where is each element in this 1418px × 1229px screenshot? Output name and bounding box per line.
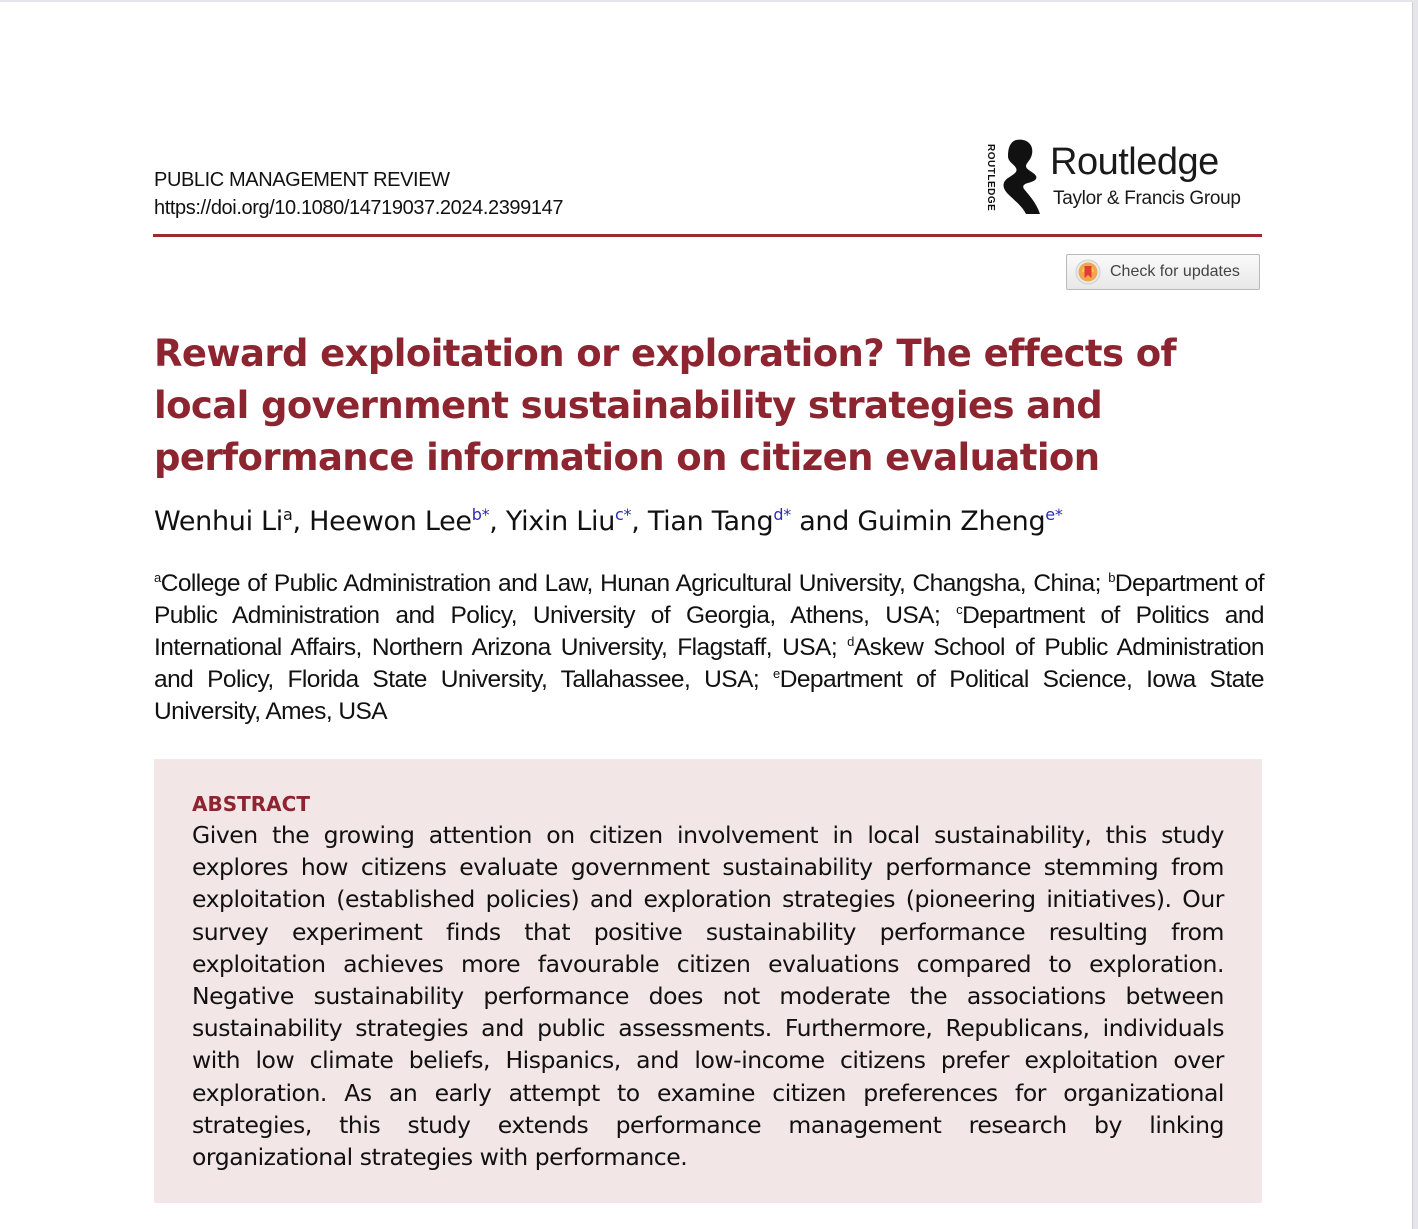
- abstract-heading: ABSTRACT: [192, 792, 310, 816]
- affiliation-text: Department of Political Science, Iowa State University, Ames, USA: [154, 666, 1264, 725]
- affiliations: [154, 568, 1264, 728]
- header-rule: [153, 234, 1262, 237]
- author-affiliation-mark[interactable]: a: [283, 505, 293, 524]
- publisher-group: Taylor & Francis Group: [1053, 188, 1241, 209]
- journal-name: PUBLIC MANAGEMENT REVIEW: [154, 169, 450, 191]
- check-for-updates-label: Check for updates: [1110, 263, 1240, 280]
- doi-link[interactable]: https://doi.org/10.1080/14719037.2024.2399147: [154, 197, 564, 219]
- logo-vertical-text: ROUTLEDGE: [985, 144, 996, 212]
- author-affiliation-mark[interactable]: e*: [1045, 505, 1063, 524]
- routledge-head-icon: [996, 136, 1042, 218]
- affiliation-text: College of Public Administration and Law, Hunan Agricultural University, Changsha, China;: [160, 570, 1109, 597]
- author-affiliation-mark[interactable]: b*: [471, 505, 490, 524]
- author-name[interactable]: Heewon Lee: [309, 506, 472, 537]
- author-name[interactable]: Yixin Liu: [505, 506, 616, 537]
- abstract-box: [154, 759, 1262, 1203]
- author-name[interactable]: Wenhui Li: [154, 506, 283, 537]
- article-title: Reward exploitation or exploration? The effects of local government sustainability strategies and performance information on citizen evaluation: [154, 332, 1177, 479]
- affiliation-mark: e: [773, 666, 780, 681]
- author-list: Wenhui Li$^a$, Heewon Lee$^{b*}$, Yixin Liu$^{c*}$, Tian Tang$^{d*}$ and Guimin Zheng$^{e*}$: [154, 505, 1063, 537]
- author-affiliation-mark[interactable]: d*: [773, 505, 791, 524]
- affiliation-mark: d: [847, 634, 854, 649]
- affiliation-text: Department of Public Administration and Policy, University of Georgia, Athens, USA;: [154, 570, 1265, 629]
- crossmark-icon: [1075, 259, 1101, 285]
- publisher-name: Routledge: [1050, 141, 1219, 183]
- affiliation-text: Department of Politics and International Affairs, Northern Arizona University, Flagstaff, USA;: [154, 602, 1265, 661]
- document-page: [0, 2, 1413, 1229]
- affiliation-text: Askew School of Public Administration and Policy, Florida State University, Tallahassee, USA;: [154, 634, 1264, 693]
- affiliation-mark: b: [1108, 570, 1115, 585]
- affiliation-mark: a: [154, 570, 161, 585]
- author-name[interactable]: Tian Tang: [647, 506, 774, 537]
- affiliation-mark: c: [956, 602, 963, 617]
- journal-header: [154, 166, 563, 222]
- routledge-logo: [982, 136, 1272, 220]
- author-affiliation-mark[interactable]: c*: [615, 505, 632, 524]
- author-name[interactable]: Guimin Zheng: [857, 506, 1046, 537]
- abstract-text: Given the growing attention on citizen involvement in local sustainability, this study explores how citizens evaluate government sustainability performance stemming from exploitation (established policies) and exploration strategies (pioneering initiatives). Our survey experiment finds that positive sustainability performance resulting from exploitation achieves more favourable citizen evaluations compared to exploration. Negative sustainability performance does not moderate the associations between sustainability strategies and public assessments. Furthermore, Republicans, individuals with low climate beliefs, Hispanics, and low-income citizens prefer exploitation over exploration. As an early attempt to examine citizen preferences for organizational strategies, this study extends performance management research by linking organizational strategies with performance.: [192, 821, 1224, 1172]
- check-for-updates-button[interactable]: [1066, 254, 1260, 290]
